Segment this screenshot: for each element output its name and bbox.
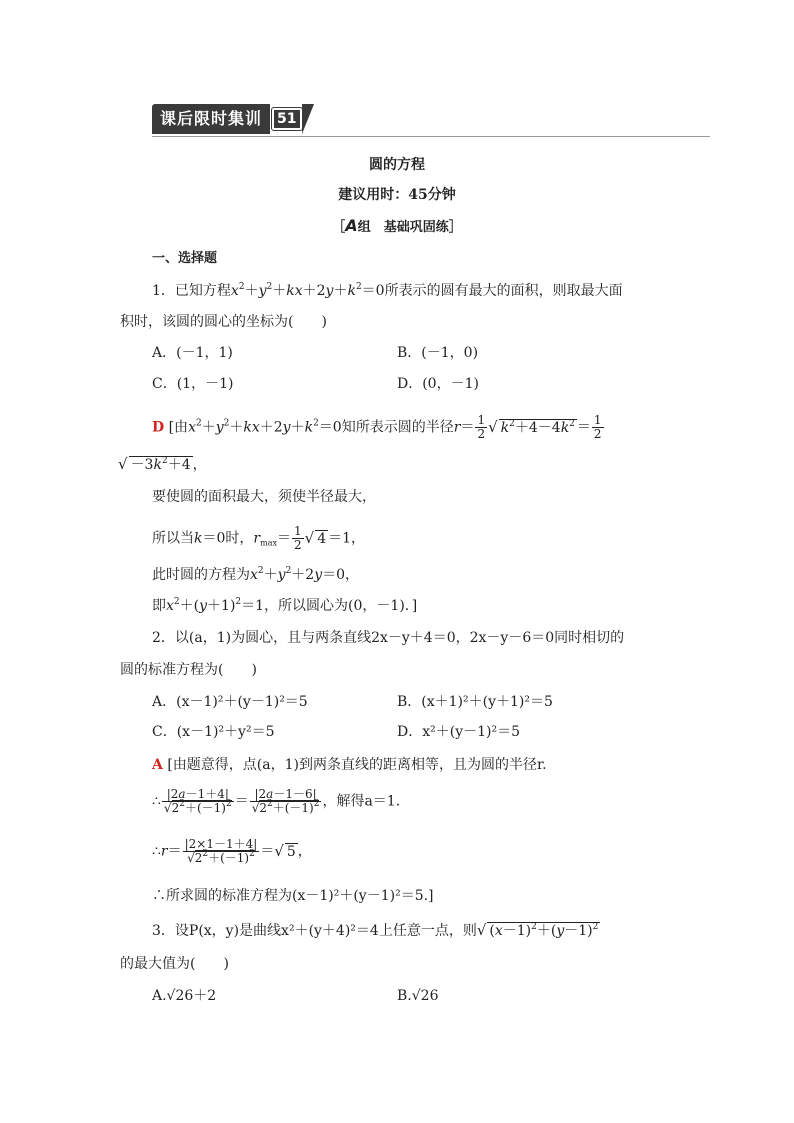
group-text: 组 基础巩固练 <box>357 220 449 235</box>
q2-answer: A <box>152 757 163 773</box>
q1-sol-5: 此时圆的方程为 <box>152 567 250 583</box>
q2-solution-line4: ∴所求圆的标准方程为(x－1)²＋(y－1)²＝5.] <box>152 888 434 904</box>
q1-sol-4b: 时， <box>225 530 254 547</box>
q2-stem-line1: 2．以(a，1)为圆心，且与两条直线2x－y＋4＝0，2x－y－6＝0同时相切的 <box>152 630 625 646</box>
q3-stem-line2: 的最大值为( ) <box>120 956 229 972</box>
group-bracket-open: ［ <box>332 220 346 235</box>
q2-option-c: C．(x－1)²＋y²＝5 <box>152 724 275 740</box>
banner-number: 51 <box>272 108 301 130</box>
group-heading <box>0 216 794 238</box>
q1-stem-a: 1．已知方程 <box>152 283 231 299</box>
q1-sol-1a: [由 <box>168 419 189 436</box>
q1-solution-line5: 此时圆的方程为$x^2+y^2+2y=0$， <box>152 566 360 583</box>
q1-solution-line4: 所以当k＝0时，$r_{max}=$ $\frac{1}{2}$ √ 4 ＝1， <box>152 524 366 552</box>
group-bracket-close: ］ <box>448 220 462 235</box>
q1-option-b: B．(－1，0) <box>397 345 479 361</box>
q1-solution-line6: 即$x^2+(y+1)^2=1$，所以圆心为(0，－1)．] <box>152 597 418 614</box>
q2-solution-line2: ∴ $\frac{|2a-1+4|}{√2^2+(-1)^2}$ ＝ $\frac{|2a-1-6|}{√2^2+(-1)^2}$ ，解得a＝1. <box>152 787 401 815</box>
q1-option-d: D．(0，－1) <box>397 376 479 392</box>
q2-option-a: A．(x－1)²＋(y－1)²＝5 <box>152 694 308 710</box>
q2-sol-2-tail: ，解得a＝1. <box>322 793 401 810</box>
header-rule <box>152 136 710 137</box>
q1-sol-6a: 即 <box>152 598 166 614</box>
q2-option-d: D．x²＋(y－1)²＝5 <box>397 724 520 740</box>
q3-stem-line1: 3．设P(x，y)是曲线x²＋(y＋4)²＝4上任意一点，则√ $(x-1)^2+(y-1)^2$ <box>152 921 599 939</box>
q1-solution-line2: √ $-3k^2+4$ ， <box>118 455 207 473</box>
q1-sol-6b: ，所以圆心为(0，－1)．] <box>264 598 418 614</box>
q1-solution-line1: D [由$x^2+y^2+kx+2y+k^2=0$知所表示圆的半径r＝ $\frac{1}{2}$ √ $k^2+4-4k^2$ ＝ $\frac{1}{2}$ <box>152 413 602 441</box>
q1-answer: D <box>152 419 165 436</box>
q2-stem-line2: 圆的标准方程为( ) <box>120 662 257 678</box>
q2-sol-1: [由题意得，点(a，1)到两条直线的距离相等，且为圆的半径r. <box>167 757 547 773</box>
q1-option-a: A．(－1，1) <box>152 345 233 361</box>
q3-stem-a: 3．设P(x，y)是曲线x²＋(y＋4)²＝4上任意一点，则 <box>152 923 477 939</box>
banner-label: 课后限时集训 <box>152 104 270 134</box>
section-heading: 一、选择题 <box>152 251 218 266</box>
q1-stem-b: 所表示的圆有最大的面积，则取最大面 <box>384 283 623 299</box>
q2-option-b: B．(x＋1)²＋(y＋1)²＝5 <box>397 694 553 710</box>
group-badge-icon: A <box>345 216 358 235</box>
section-banner <box>152 104 314 134</box>
q1-stem-line1: 1．已知方程$x^2+y^2+kx+2y+k^2=0$所表示的圆有最大的面积，则取最大面 <box>152 282 623 299</box>
q1-option-c: C．(1，－1) <box>152 376 234 392</box>
q2-solution-line1 <box>152 755 547 775</box>
banner-tail-decoration <box>302 104 314 134</box>
q3-option-a: A.√26＋2 <box>152 988 217 1004</box>
q1-stem-line2: 积时，该圆的圆心的坐标为( ) <box>120 314 327 330</box>
q2-solution-line3: ∴r＝ $\frac{|2\times 1-1+4|}{√2^2+(-1)^2}$ ＝√ 5 ， <box>152 837 312 865</box>
q3-option-b: B.√26 <box>397 988 439 1004</box>
q1-solution-line3: 要使圆的面积最大，须使半径最大， <box>152 489 376 505</box>
time-hint: 建议用时：45分钟 <box>338 187 456 203</box>
q1-sol-4a: 所以当 <box>152 530 194 547</box>
page-title: 圆的方程 <box>369 157 425 173</box>
q1-sol-1b: 知所表示圆的半径 <box>341 419 454 436</box>
